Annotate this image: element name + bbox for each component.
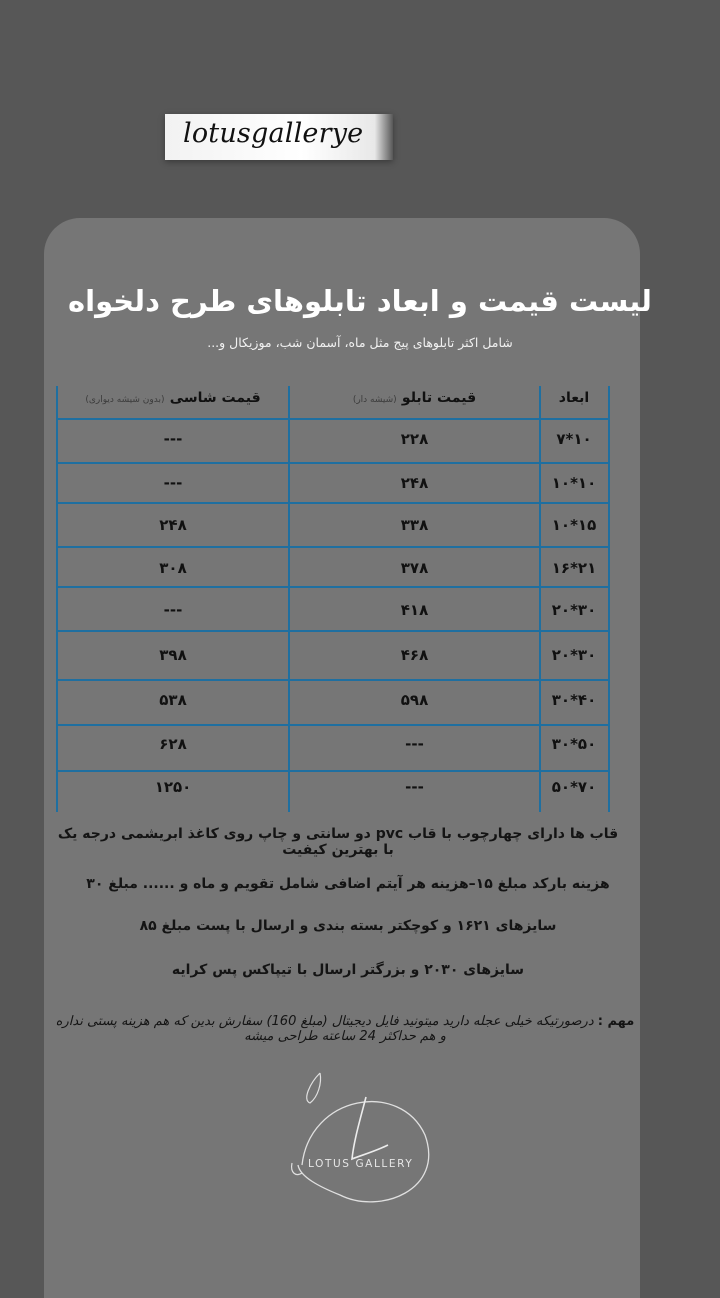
note-barcode-cost: هزینه بارکد مبلغ ۱۵–هزینه هر آیتم اضافی شامل تقویم و ماه و ...... مبلغ ۳۰ (86, 876, 610, 892)
table-row-divider (56, 586, 610, 588)
row-9-board-price: --- (405, 778, 424, 796)
row-8-chassis-price: ۶۲۸ (159, 735, 187, 753)
row-5-chassis-price: --- (163, 601, 183, 619)
row-6-size: ۳۰*۲۰ (551, 646, 597, 664)
note-large-size-shipping: سایزهای ۲۰۳۰ و بزرگتر ارسال با تیپاکس پس کرایه (171, 962, 525, 978)
important-note (52, 1014, 638, 1044)
header-chassis-price: قیمت شاسی (بدون شیشه دیواری) (85, 390, 261, 406)
row-2-chassis-price: --- (163, 474, 183, 492)
row-2-size: ۱۰*۱۰ (551, 474, 597, 492)
row-1-board-price: ۲۲۸ (400, 430, 429, 448)
row-1-chassis-price: --- (163, 430, 183, 448)
row-8-board-price: --- (405, 735, 424, 753)
row-3-size: ۱۵*۱۰ (551, 516, 597, 534)
row-9-size: ۷۰*۵۰ (551, 778, 597, 796)
row-6-board-price: ۴۶۸ (400, 646, 429, 664)
table-row-divider (56, 418, 610, 420)
page-subtitle: شامل اکثر تابلوهای پیج مثل ماه، آسمان شب، موزیکال و... (207, 335, 513, 350)
row-4-size: ۲۱*۱۶ (551, 559, 597, 577)
row-9-chassis-price: ۱۲۵۰ (154, 778, 192, 796)
row-7-size: ۴۰*۳۰ (551, 691, 597, 709)
page-title: لیست قیمت و ابعاد تابلوهای طرح دلخواه (68, 284, 652, 318)
row-6-chassis-price: ۳۹۸ (159, 646, 187, 664)
table-row-divider (56, 630, 610, 632)
header-board-price: قیمت تابلو (شیشه دار) (352, 390, 477, 406)
row-2-board-price: ۲۴۸ (400, 474, 429, 492)
table-row-divider (56, 679, 610, 681)
row-4-board-price: ۳۷۸ (400, 559, 429, 577)
table-row-divider (56, 546, 610, 548)
row-7-board-price: ۵۹۸ (400, 691, 429, 709)
price-table (56, 386, 610, 812)
table-row-divider (56, 724, 610, 726)
note-frame-quality: قاب ها دارای چهارچوب با قاب pvc دو سانتی و چاپ روی کاغذ ابریشمی درجه یک با بهترین کیفیت (57, 826, 619, 858)
lotus-gallery-logo-icon (280, 1065, 440, 1215)
row-5-size: ۳۰*۲۰ (551, 601, 597, 619)
row-7-chassis-price: ۵۳۸ (159, 691, 187, 709)
note-small-size-shipping: سایزهای ۱۶۲۱ و کوچکتر بسته بندی و ارسال با پست مبلغ ۸۵ (139, 918, 557, 934)
header-size: ابعاد (558, 390, 590, 406)
table-row-divider (56, 770, 610, 772)
table-border-right (608, 386, 610, 812)
important-text: درصورتیکه خیلی عجله دارید میتونید فایل دیجیتال (مبلغ 160) سفارش بدین که هم هزینه پستی نداره و هم حداکثر 24 ساعته طراحی میشه (55, 1014, 594, 1044)
table-row-divider (56, 502, 610, 504)
important-label: مهم : (597, 1014, 635, 1029)
row-3-chassis-price: ۲۴۸ (159, 516, 187, 534)
row-3-board-price: ۳۳۸ (400, 516, 429, 534)
table-row-divider (56, 462, 610, 464)
logo-text: LOTUS GALLERY (308, 1158, 414, 1170)
brand-handle-banner (165, 114, 393, 160)
row-5-board-price: ۴۱۸ (400, 601, 429, 619)
row-1-size: ۱۰*۷ (556, 430, 592, 448)
brand-handle: lotusgallerye (183, 118, 364, 149)
row-4-chassis-price: ۳۰۸ (159, 559, 187, 577)
row-8-size: ۵۰*۳۰ (551, 735, 597, 753)
